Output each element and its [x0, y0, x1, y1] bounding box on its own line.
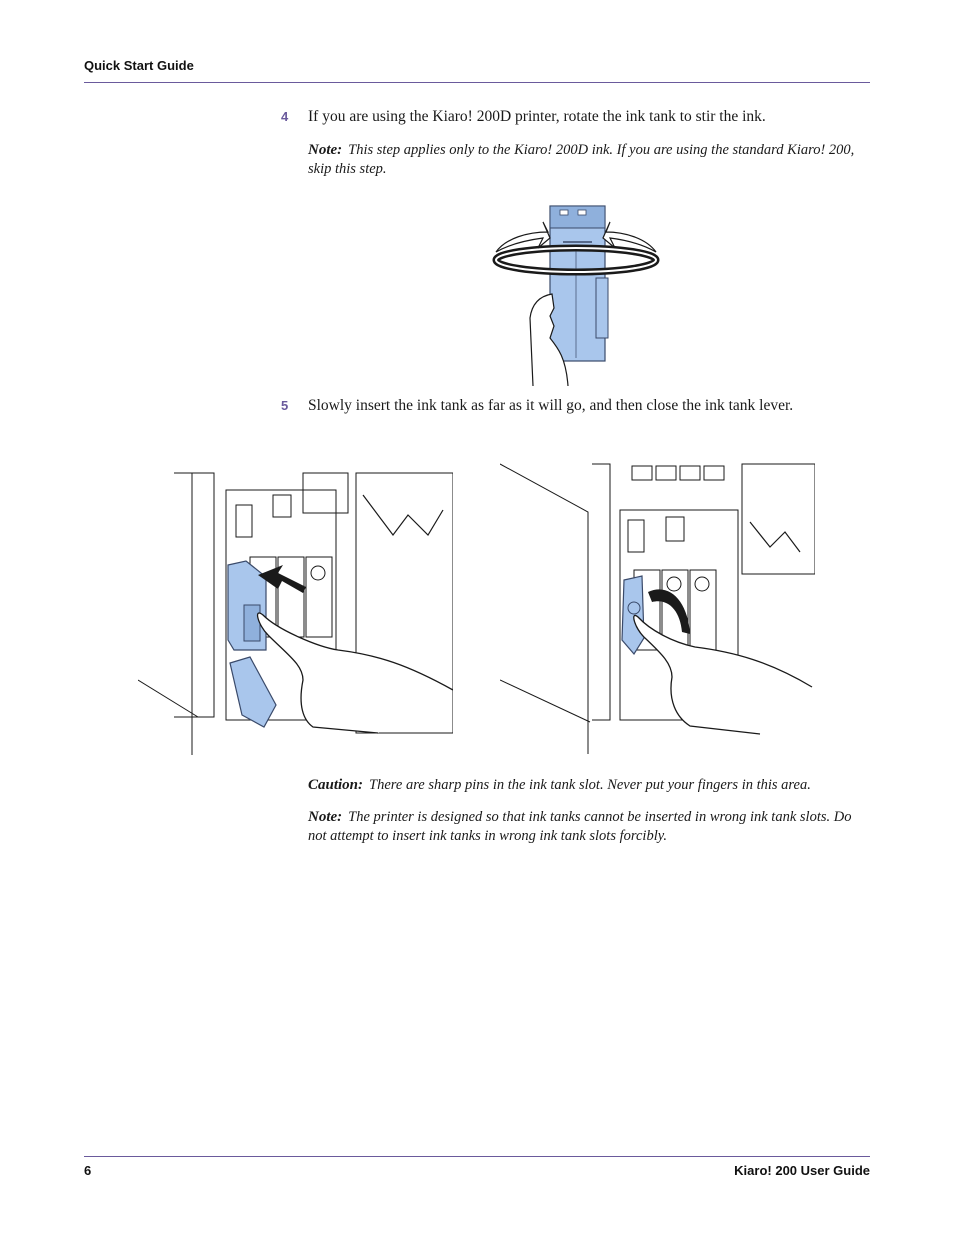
note-label: Note:	[308, 809, 343, 825]
running-header: Quick Start Guide	[84, 58, 194, 73]
page-number: 6	[84, 1163, 92, 1178]
step-text: If you are using the Kiaro! 200D printer, rotate the ink tank to stir the ink.	[308, 108, 766, 125]
step-number: 5	[281, 398, 289, 413]
note-text: This step applies only to the Kiaro! 200D ink. If you are using the standard Kiaro! 200, skip this step.	[308, 142, 855, 177]
footer-rule	[84, 1156, 870, 1157]
hand	[634, 615, 812, 734]
caution-label: Caution:	[308, 777, 364, 793]
hand	[258, 613, 453, 733]
slots-note	[308, 808, 873, 846]
close-lever-illustration	[500, 462, 815, 757]
step-text: Slowly insert the ink tank as far as it will go, and then close the ink tank lever.	[308, 397, 794, 414]
caution-note	[308, 776, 873, 795]
note-label: Note:	[308, 142, 343, 158]
caution-text: There are sharp pins in the ink tank slot. Never put your fingers in this area.	[369, 777, 811, 793]
ink-tank-lever	[622, 576, 644, 654]
footer-doc-title: Kiaro! 200 User Guide	[734, 1163, 870, 1178]
step-number: 4	[281, 109, 289, 124]
insert-ink-tank-illustration	[138, 465, 453, 757]
header-rule	[84, 82, 870, 83]
step4-note	[308, 141, 873, 179]
note-text: The printer is designed so that ink tanks cannot be inserted in wrong ink tank slots. Do not attempt to insert ink tanks in wrong ink tank slots forcibly.	[308, 809, 852, 844]
rotate-ink-tank-illustration	[488, 198, 663, 388]
